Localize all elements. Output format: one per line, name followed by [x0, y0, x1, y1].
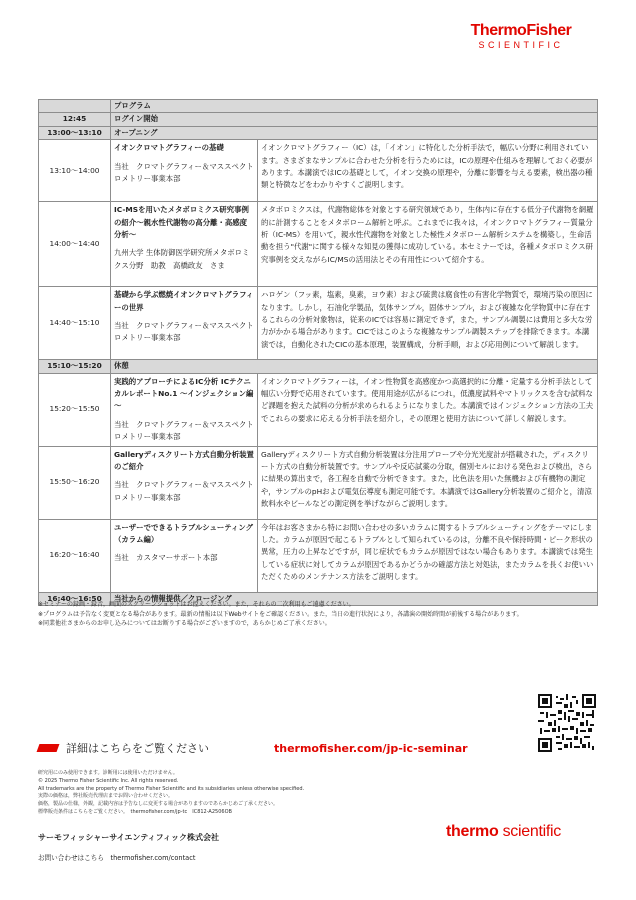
thermo-fisher-logo	[446, 22, 596, 51]
session-title: IC-MSを用いたメタボロミクス研究事例の紹介～親水性代謝物の高分離・高感度分析～	[114, 205, 249, 240]
session-description: Galleryディスクリート方式自動分析装置は分注用プローブや分光光度計が搭載された，ディスクリート方式の自動分析装置です。サンプルや反応試薬の分取，個別セルにおける発色および検出，さらに結果の算出まで，各工程を自動で分析できます。また，比色法を用いた無機および有機物の測定や，サンプルのpHおよび電気伝導度も測定可能です。本講演ではGallery分析装置のご紹介と，清涼飲料水やビールなどの測定例を挙げながらご説明します。	[258, 446, 598, 519]
fine-print	[38, 770, 598, 817]
session-row	[39, 373, 598, 446]
contact-line: お問い合わせはこちら thermofisher.com/contact	[38, 854, 196, 862]
row-label: ログイン開始	[111, 113, 598, 126]
session-description: メタボロミクスは，代謝物総体を対象とする研究領域であり，生体内に存在する低分子代謝物を網羅的に計測することをメタボローム解析と呼ぶ。これまでに我々は，イオンクロマトグラフィー質量分析（IC-MS）を用いて，親水性代謝物を対象とした極性メタボローム解析システムを構築し，生命活動を担う"代謝"に関する様々な知見の獲得に成功している。本セミナーでは，各種メタボロミクス研究事例を交えながらIC/MSの活用法とその有用性について紹介する。	[258, 202, 598, 287]
logo-scientific: scientific	[502, 823, 561, 840]
session-time: 15:50～16:20	[39, 446, 111, 519]
session-time: 13:10～14:00	[39, 140, 111, 202]
fine-print-line: 実際の価格は，弊社販売代理店までお問い合わせください。	[38, 793, 174, 800]
row-label: 休憩	[111, 360, 598, 373]
session-description: イオンクロマトグラフィー（IC）は，「イオン」に特化した分析手法で，幅広い分野に利用されています。さまざまなサンプルに合わせた分析を行うためには，ICの原理や仕組みを理解しておく必要があります。本講演ではICの基礎として，イオン交換の原理や，分離に影響を与える要素，検出器の種類と特徴などをわかりやすくご説明します。	[258, 140, 598, 202]
row-time: 15:10～15:20	[39, 360, 111, 373]
session-time: 14:00～14:40	[39, 202, 111, 287]
session-title: イオンクロマトグラフィーの基礎	[114, 143, 224, 153]
session-speaker: 当社 クロマトグラフィー＆マススペクトロメトリー事業本部	[114, 161, 254, 184]
note-line: ※セミナーの録画・録音，画面のスクリーンショットはお控えください。また，それらの二次利用もご遠慮ください。	[38, 601, 355, 608]
session-row	[39, 446, 598, 519]
notes	[38, 600, 608, 629]
program-header: プログラム	[111, 100, 598, 113]
session-time: 14:40～15:10	[39, 287, 111, 360]
session-row	[39, 140, 598, 202]
red-accent-bar	[37, 744, 60, 752]
table-row	[39, 113, 598, 126]
logo-thermo: thermo	[446, 823, 499, 840]
note-line: ※プログラムは予告なく変更となる場合があります。最新の情報は以下Webサイトをご確認ください。また，当日の進行状況により，各講演の開始時間が前後する場合があります。	[38, 610, 523, 618]
program-table	[38, 99, 598, 606]
table-row	[39, 126, 598, 139]
session-info	[111, 287, 258, 360]
details-link-bar	[38, 742, 598, 756]
company-name: サーモフィッシャーサイエンティフィック株式会社	[38, 833, 220, 842]
row-time: 13:00～13:10	[39, 126, 111, 139]
logo-line-2: SCIENTIFIC	[478, 40, 564, 50]
table-row	[39, 360, 598, 373]
session-info	[111, 446, 258, 519]
session-speaker: 当社 クロマトグラフィー＆マススペクトロメトリー事業本部	[114, 419, 254, 442]
session-speaker: 当社 クロマトグラフィー＆マススペクトロメトリー事業本部	[114, 480, 254, 502]
session-info	[111, 373, 258, 446]
row-time: 12:45	[39, 113, 111, 126]
session-row	[39, 519, 598, 592]
session-info	[111, 202, 258, 287]
session-title: Galleryディスクリート方式自動分析装置のご紹介	[114, 449, 254, 472]
session-title: ユーザーでできるトラブルシューティング（カラム編）	[114, 522, 254, 545]
fine-print-line: 価格，製品の仕様，外観，記載内容は予告なしに変更する場合がありますのであらかじめご了承ください。	[38, 801, 279, 808]
row-label: 当社からの情報提供／クロージング	[111, 592, 598, 605]
session-speaker: 九州大学 生体防御医学研究所メタボロミクス分野 助教 高橋政友 さま	[114, 248, 250, 270]
thermo-scientific-logo	[446, 823, 561, 841]
row-time: 16:40～16:50	[39, 592, 111, 605]
session-title: 基礎から学ぶ燃焼イオンクロマトグラフィーの世界	[114, 290, 254, 312]
session-description: 今年はお客さまから特にお問い合わせの多いカラムに関するトラブルシューティングをテーマにしました。カラムが原因で起こるトラブルとして知られているのは，分離不良や保持時間・ピーク形状の異常，圧力の上昇などですが，同じ症状でもカラムが原因ではない場合もあります。本講演では発生している症状に対してカラムが原因であるかどうかの確認方法と対処法，またカラムを長くお使いいただくためのメンテナンス方法をご説明します。	[258, 519, 598, 592]
fine-print-line: © 2025 Thermo Fisher Scientific Inc. All rights reserved.	[38, 777, 179, 784]
session-row	[39, 287, 598, 360]
session-row	[39, 202, 598, 287]
note-line: ※同業他社さまからのお申し込みについてはお断りする場合がございますので，あらかじめご了承ください。	[38, 620, 331, 627]
details-text: 詳細はこちらをご覧ください	[66, 742, 209, 755]
fine-print-line: 標準販売条件はこちらをご覧ください。 thermofisher.com/jp-tc IC812-A2506OB	[38, 808, 232, 815]
row-label: オープニング	[111, 126, 598, 139]
session-info	[111, 519, 258, 592]
session-description: ハロゲン（フッ素，塩素，臭素，ヨウ素）および硫黄は腐食性の有害化学物質で，環境汚染の原因になります。しかし，石油化学製品，気体サンプル，固体サンプル，および複雑な化学物質中に存在するこれらの分析対象物は，従来のICでは容易に測定できず，また，サンプル調製には費用と多大な労力がかかる場合があります。CICではこのような複雑なサンプル調製ステップを排除できます。本講演では，自動化されたCICの基本原理，装置構成，分析手順，および応用例について解説します。	[258, 287, 598, 360]
session-time: 15:20～15:50	[39, 373, 111, 446]
session-info	[111, 140, 258, 202]
logo-line-1: ThermoFisher	[470, 22, 572, 39]
fine-print-line: All trademarks are the property of Thermo Fisher Scientific and its subsidiaries unless otherwise specified.	[38, 785, 305, 792]
session-title: 実践的アプローチによるIC分析 ICテクニカルレポートNo.1 ～インジェクション編～	[114, 376, 254, 411]
session-time: 16:20～16:40	[39, 519, 111, 592]
session-speaker: 当社 クロマトグラフィー＆マススペクトロメトリー事業本部	[114, 321, 254, 343]
fine-print-line: 研究用にのみ使用できます。診断用には使用いただけません。	[38, 770, 178, 776]
seminar-url-link[interactable]: thermofisher.com/jp-ic-seminar	[274, 742, 468, 755]
session-description: イオンクロマトグラフィーは，イオン性物質を高感度かつ高選択的に分離・定量する分析手法として幅広い分野で応用されています。使用用途が広がるにつれ，低濃度試料やマトリックスを含む試料など課題を抱えた試料の分析が求められるようになりました。本講演ではインジェクション方法の工夫でこれらの要求に応える分析手法を紹介し，その原理と使用方法について詳しく解説します。	[258, 373, 598, 446]
program-header-row	[39, 100, 598, 113]
session-speaker: 当社 カスタマーサポート本部	[114, 553, 218, 563]
